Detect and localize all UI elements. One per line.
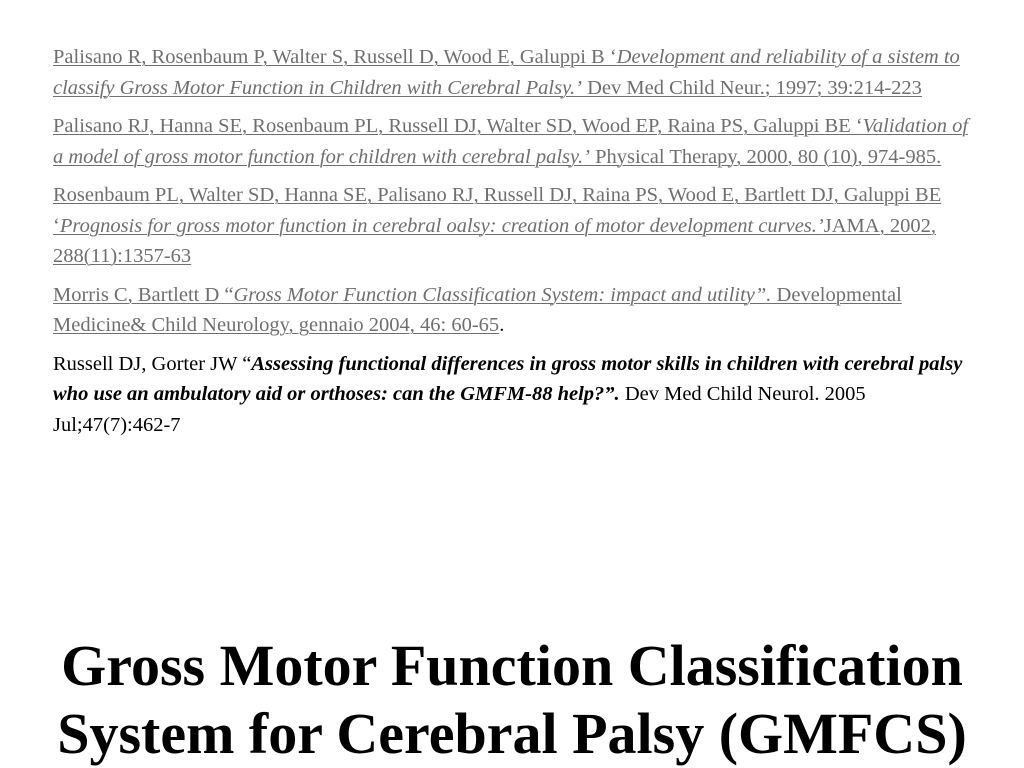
ref-title-close[interactable]: ’	[583, 145, 590, 168]
ref-title-close[interactable]: .’	[811, 214, 824, 237]
ref-authors[interactable]: Rosenbaum PL, Walter SD, Hanna SE, Palisano RJ, Russell DJ, Raina PS, Wood E, Bartlett DJ, Galuppi BE ‘	[53, 184, 942, 237]
ref-authors: Russell DJ, Gorter JW “	[53, 352, 252, 375]
ref-title: Assessing functional differences in gross motor skills in children with cerebral palsy who use an ambulatory aid or orthoses: can the GMFM-88 help?”.	[53, 352, 963, 405]
ref-citation[interactable]: Developmental Medicine& Child Neurology, gennaio 2004, 46: 60-65	[53, 283, 902, 336]
ref-citation: Dev Med Child Neurol. 2005 Jul;47(7):462-7	[53, 383, 866, 436]
reference-palisano-1997[interactable]	[53, 42, 983, 103]
ref-authors[interactable]: Morris C, Bartlett D “	[53, 283, 234, 306]
reference-rosenbaum-2002[interactable]	[53, 180, 983, 272]
ref-citation[interactable]: JAMA, 2002, 288(11):1357-63	[53, 214, 936, 267]
ref-citation[interactable]: Physical Therapy, 2000, 80 (10), 974-985.	[589, 145, 942, 168]
ref-authors[interactable]: Palisano RJ, Hanna SE, Rosenbaum PL, Russell DJ, Walter SD, Wood EP, Raina PS, Galuppi BE ‘	[53, 115, 863, 137]
reference-list	[53, 42, 983, 448]
slide-title: Gross Motor Function Classification System for Cerebral Palsy (GMFCS)	[57, 632, 967, 766]
ref-title[interactable]: Validation of a model of gross motor function for children with cerebral palsy.	[53, 115, 969, 168]
reference-palisano-2000[interactable]	[53, 111, 983, 172]
ref-trailing-period: .	[499, 314, 505, 336]
ref-title[interactable]: Development and reliability of a sistem to classify Gross Motor Function in Children with Cerebral Palsy	[53, 46, 960, 99]
ref-authors[interactable]: Palisano R, Rosenbaum P, Walter S, Russell D, Wood E, Galuppi B ‘	[53, 46, 617, 68]
reference-russell-2005	[53, 349, 983, 441]
ref-title[interactable]: Gross Motor Function Classification System: impact and utility”.	[233, 283, 772, 306]
ref-citation[interactable]: Dev Med Child Neur.; 1997; 39:214-223	[582, 76, 922, 99]
ref-title[interactable]: Prognosis for gross motor function in cerebral oalsy: creation of motor development curves	[59, 214, 812, 237]
reference-morris-2004[interactable]	[53, 280, 983, 341]
ref-title-close[interactable]: .’	[570, 76, 582, 99]
